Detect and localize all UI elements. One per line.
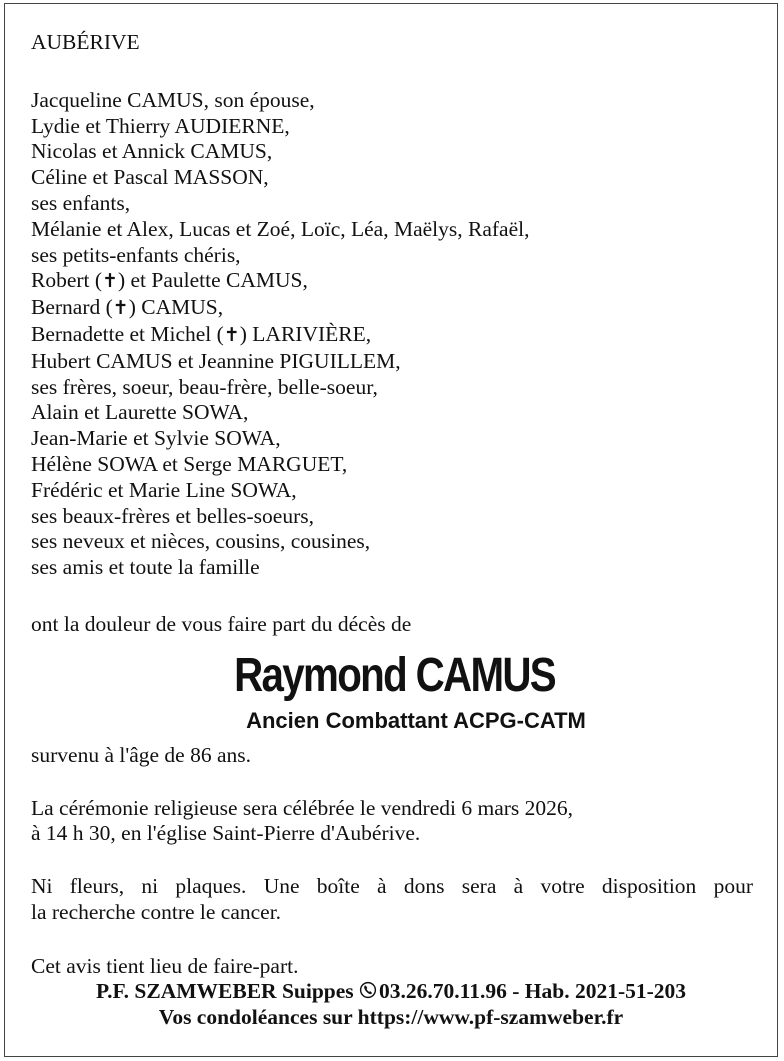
deceased-title: Ancien Combattant ACPG-CATM	[246, 707, 586, 733]
in-laws-label: ses beaux-frères et belles-soeurs,	[31, 503, 314, 528]
child-line: Lydie et Thierry AUDIERNE,	[31, 113, 290, 138]
sibling-line	[31, 295, 753, 322]
condolences-line: Vos condoléances sur https://www.pf-szamweber.fr	[158, 1004, 624, 1029]
child-line: Nicolas et Annick CAMUS,	[31, 139, 273, 164]
sibling-text: ) LARIVIÈRE,	[239, 321, 372, 346]
grandchildren-line: Mélanie et Alex, Lucas et Zoé, Loïc, Léa, Maëlys, Rafaël,	[31, 216, 530, 241]
spouse-line: Jacqueline CAMUS, son épouse,	[31, 87, 315, 112]
in-law-line: Hélène SOWA et Serge MARGUET,	[31, 451, 348, 476]
deceased-name: Raymond CAMUS	[234, 648, 556, 702]
sibling-line: Hubert CAMUS et Jeannine PIGUILLEM,	[31, 348, 401, 373]
in-law-line: Jean-Marie et Sylvie SOWA,	[31, 426, 281, 451]
child-line: Céline et Pascal MASSON,	[31, 165, 269, 190]
donation-line: la recherche contre le cancer.	[31, 899, 282, 924]
town-name: AUBÉRIVE	[31, 30, 140, 54]
funeral-home-footer	[4, 979, 778, 1030]
ceremony-line: à 14 h 30, en l'église Saint-Pierre d'Aubérive.	[31, 821, 421, 846]
sibling-line	[31, 268, 753, 295]
phone-number: 03.26.70.11.96 - Hab. 2021-51-203	[379, 979, 687, 1003]
siblings-label: ses frères, soeur, beau-frère, belle-soeur,	[31, 374, 378, 399]
ceremony-details	[31, 796, 753, 848]
relatives-line: ses neveux et nièces, cousins, cousines,	[31, 529, 371, 554]
ceremony-line: La cérémonie religieuse sera célébrée le vendredi 6 mars 2026,	[31, 795, 574, 820]
donation-line: Ni fleurs, ni plaques. Une boîte à dons sera à votre disposition pour	[31, 874, 753, 899]
company-name: P.F. SZAMWEBER Suippes	[95, 979, 354, 1003]
grandchildren-label: ses petits-enfants chéris,	[31, 242, 241, 267]
sibling-text: ) CAMUS,	[128, 295, 224, 320]
cross-icon: ✝	[223, 323, 240, 346]
family-list	[31, 88, 753, 581]
sibling-text: ) et Paulette CAMUS,	[117, 268, 308, 293]
in-law-line: Alain et Laurette SOWA,	[31, 400, 249, 425]
obituary-content	[31, 30, 753, 980]
footer-contact-line	[4, 979, 778, 1005]
sibling-line	[31, 322, 753, 349]
cross-icon: ✝	[102, 270, 118, 293]
sibling-text: Robert (	[31, 268, 103, 293]
cross-icon: ✝	[112, 297, 129, 320]
in-law-line: Frédéric et Marie Line SOWA,	[31, 477, 297, 502]
notice-text: Cet avis tient lieu de faire-part.	[31, 953, 299, 978]
children-label: ses enfants,	[31, 190, 131, 215]
announcement-text: ont la douleur de vous faire part du décès de	[31, 611, 412, 636]
sibling-text: Bernadette et Michel (	[31, 321, 224, 346]
phone-icon	[359, 981, 377, 999]
sibling-text: Bernard (	[31, 295, 113, 320]
friends-line: ses amis et toute la famille	[31, 555, 260, 580]
age-text: survenu à l'âge de 86 ans.	[31, 742, 251, 767]
donation-notice	[31, 874, 753, 926]
